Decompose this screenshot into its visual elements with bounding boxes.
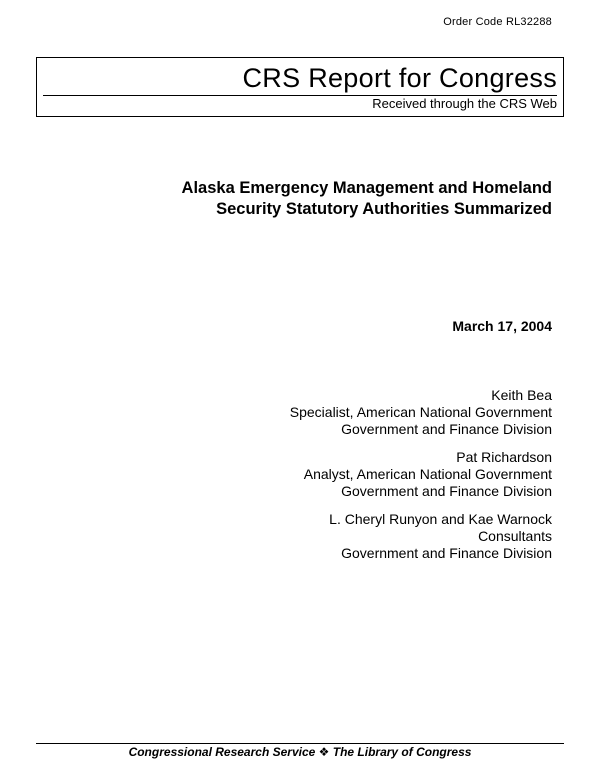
- masthead-subtitle: Received through the CRS Web: [372, 96, 557, 111]
- report-title-line-2: Security Statutory Authorities Summarized: [216, 200, 552, 218]
- footer-text: Congressional Research Service ❖ The Library of Congress: [128, 745, 472, 759]
- author-division: Government and Finance Division: [341, 545, 552, 561]
- author-block-runyon-warnock: [132, 511, 552, 562]
- author-position: Analyst, American National Government: [303, 466, 552, 482]
- report-title: [72, 178, 552, 220]
- order-code: Order Code RL32288: [443, 16, 552, 28]
- report-title-line-1: Alaska Emergency Management and Homeland: [181, 179, 552, 197]
- author-position: Consultants: [478, 528, 552, 544]
- author-position: Specialist, American National Government: [289, 404, 552, 420]
- author-name: Pat Richardson: [456, 449, 552, 465]
- masthead-box: [36, 57, 564, 117]
- footer-divider: [36, 743, 564, 744]
- author-division: Government and Finance Division: [341, 483, 552, 499]
- author-block-richardson: [132, 449, 552, 500]
- author-block-bea: [132, 387, 552, 438]
- report-date: March 17, 2004: [452, 318, 552, 334]
- masthead-title: CRS Report for Congress: [242, 63, 557, 93]
- author-name: Keith Bea: [491, 387, 552, 403]
- author-division: Government and Finance Division: [341, 421, 552, 437]
- author-list: [132, 387, 552, 573]
- author-name: L. Cheryl Runyon and Kae Warnock: [329, 511, 552, 527]
